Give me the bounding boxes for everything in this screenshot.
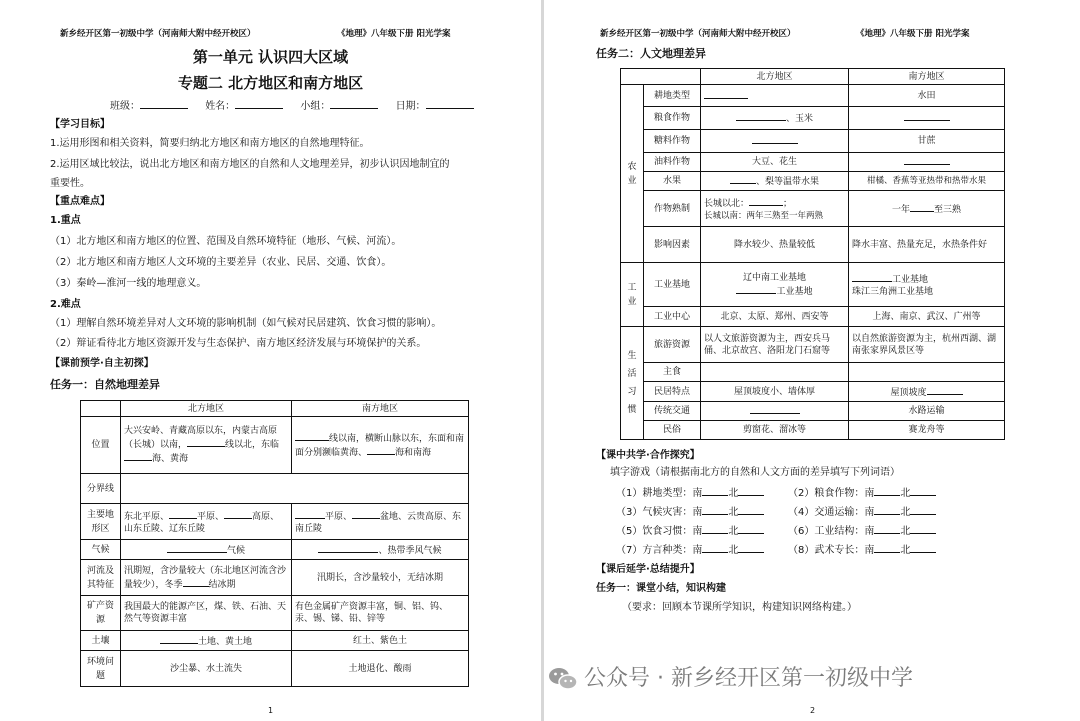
- fill-blank[interactable]: [169, 509, 197, 519]
- table-row: [81, 540, 469, 560]
- fill-blank[interactable]: [730, 174, 756, 184]
- north-cell: 、玉米: [701, 107, 849, 130]
- table-row: [621, 421, 1005, 440]
- fill-blank[interactable]: [367, 445, 395, 455]
- fill-blank[interactable]: [738, 505, 764, 515]
- school-header: 新乡经开区第一初级中学（河南师大附中经开校区）: [600, 29, 796, 39]
- natural-geography-table: [80, 400, 469, 687]
- fill-blank[interactable]: [704, 89, 748, 99]
- page-2: [544, 0, 1080, 721]
- table-row: [621, 85, 1005, 107]
- fill-blank[interactable]: [124, 451, 152, 461]
- south-header: 南方地区: [292, 401, 469, 417]
- date-blank[interactable]: [426, 99, 474, 109]
- south-cell: 上海、南京、武汉、广州等: [849, 307, 1005, 327]
- school-header: 新乡经开区第一初级中学（河南师大附中经开校区）: [60, 29, 256, 39]
- table-row: [81, 504, 469, 540]
- fill-blank[interactable]: [318, 543, 378, 553]
- north-cell: 我国最大的能源产区，煤、铁、石油、天然气等资源丰富: [121, 596, 292, 631]
- group-label: 小组：: [300, 101, 331, 112]
- row-label: 矿产资源: [81, 596, 121, 631]
- north-cell: 土地、黄土地: [121, 631, 292, 651]
- north-cell: 沙尘暴、水土流失: [121, 651, 292, 687]
- row-label: 工业中心: [644, 307, 701, 327]
- student-info-fields: [110, 99, 474, 114]
- class-blank[interactable]: [140, 99, 188, 109]
- name-blank[interactable]: [235, 99, 283, 109]
- table-row: [81, 474, 469, 504]
- task-1-title: 任务一：自然地理差异: [50, 378, 160, 391]
- north-cell: 以人文旅游资源为主，西安兵马俑、北京故宫、洛阳龙门石窟等: [701, 327, 849, 363]
- south-cell: 赛龙舟等: [849, 421, 1005, 440]
- fill-blank[interactable]: [752, 134, 798, 144]
- fill-blank[interactable]: [874, 524, 900, 534]
- date-label: 日期：: [395, 101, 426, 112]
- fill-blank[interactable]: [927, 385, 963, 395]
- page-number: 2: [810, 706, 816, 715]
- watermark-text: 公众号 · 新乡经开区第一初级中学: [584, 666, 913, 691]
- row-label: 工业基地: [644, 263, 701, 307]
- class-label: 班级：: [110, 101, 140, 112]
- north-cell: 降水较少、热量较低: [701, 227, 849, 263]
- task-2-title: 任务二：人文地理差异: [596, 47, 706, 60]
- group-agriculture: 农业: [621, 85, 644, 263]
- north-cell: 大豆、花生: [701, 153, 849, 172]
- south-cell: 平原、 盆地、云贵高原、东南丘陵: [292, 504, 469, 540]
- human-geography-table: [620, 68, 1005, 440]
- fill-blank[interactable]: [295, 431, 329, 441]
- row-label: 分界线: [81, 474, 121, 504]
- key-point-1: （1）北方地区和南方地区的位置、范围及自然环境特征（地形、气候、河流）。: [50, 236, 402, 247]
- south-cell: 降水丰富、热量充足，水热条件好: [849, 227, 1005, 263]
- north-cell: 气候: [121, 540, 292, 560]
- south-cell: 以自然旅游资源为主，杭州西湖、湖南张家界风景区等: [849, 327, 1005, 363]
- fill-blank[interactable]: [702, 543, 728, 553]
- in-class-heading: 【课中共学·合作探究】: [596, 450, 700, 461]
- south-cell: 红土、紫色土: [292, 631, 469, 651]
- table-row: [621, 153, 1005, 172]
- north-cell: 大兴安岭、青藏高原以东，内蒙古高原（长城）以南， 线以北，东临海、黄海: [121, 417, 292, 474]
- fill-blank[interactable]: [736, 111, 786, 121]
- south-cell: [849, 153, 1005, 172]
- row-label: 环境问题: [81, 651, 121, 687]
- goal-2-line-2: 重要性。: [50, 178, 90, 189]
- crossword-row: （8）武术专长：南 北: [788, 543, 936, 558]
- table-row: [621, 402, 1005, 421]
- watermark: [548, 661, 1078, 701]
- north-cell: [701, 130, 849, 153]
- fill-blank[interactable]: [910, 524, 936, 534]
- south-answer-cell[interactable]: [849, 363, 1005, 382]
- boundary-answer-cell[interactable]: [121, 474, 469, 504]
- crossword-row: （3）气候灾害：南 北: [616, 505, 764, 520]
- table-row: [621, 382, 1005, 402]
- group-industry: 工业: [621, 263, 644, 327]
- row-label: 粮食作物: [644, 107, 701, 130]
- fill-blank[interactable]: [910, 543, 936, 553]
- crossword-row: （6）工业结构：南 北: [788, 524, 936, 539]
- table-row: [81, 631, 469, 651]
- unit-title: 第一单元 认识四大区域: [192, 48, 349, 66]
- row-label: 传统交通: [644, 402, 701, 421]
- table-row: [621, 130, 1005, 153]
- key-points-label: 1.重点: [50, 215, 81, 226]
- table-row: [81, 417, 469, 474]
- fill-blank[interactable]: [702, 486, 728, 496]
- table-row: [621, 191, 1005, 227]
- row-label: 影响因素: [644, 227, 701, 263]
- south-cell: 有色金属矿产资源丰富，铜、铝、钨、汞、锡、锑、铅、锌等: [292, 596, 469, 631]
- table-row: [81, 651, 469, 687]
- goal-1: 1.运用形图和相关资料，简要归纳北方地区和南方地区的自然地理特征。: [50, 138, 370, 149]
- fill-blank[interactable]: [736, 284, 776, 294]
- group-lifestyle: 生活习惯: [621, 327, 644, 440]
- row-label: 耕地类型: [644, 85, 701, 107]
- group-blank[interactable]: [330, 99, 378, 109]
- fill-blank[interactable]: [738, 486, 764, 496]
- crossword-row: （2）粮食作物：南 北: [788, 486, 936, 501]
- fill-blank[interactable]: [874, 486, 900, 496]
- south-cell: 、热带季风气候: [292, 540, 469, 560]
- book-header: 《地理》八年级下册 阳光学案: [856, 29, 970, 39]
- difficulty-1: （1）理解自然环境差异对人文环境的影响机制（如气候对民居建筑、饮食习惯的影响）。: [50, 318, 442, 329]
- fill-blank[interactable]: [904, 111, 950, 121]
- key-point-3: （3）秦岭—淮河一线的地理意义。: [50, 278, 207, 289]
- row-label: 旅游资源: [644, 327, 701, 363]
- fill-blank[interactable]: [874, 543, 900, 553]
- goals-heading: 【学习目标】: [50, 119, 110, 130]
- table-row: [81, 560, 469, 596]
- page-number: 1: [268, 706, 274, 715]
- crossword-row: （4）交通运输：南 北: [788, 505, 936, 520]
- fill-blank[interactable]: [874, 505, 900, 515]
- south-cell: 屋顶坡度: [849, 382, 1005, 402]
- fill-blank[interactable]: [904, 155, 950, 165]
- south-cell: 土地退化、酸雨: [292, 651, 469, 687]
- keypoints-heading: 【重点难点】: [50, 196, 110, 207]
- fill-blank[interactable]: [224, 509, 252, 519]
- fill-blank[interactable]: [352, 509, 380, 519]
- table-row: [621, 263, 1005, 307]
- table-row: [81, 596, 469, 631]
- preview-heading: 【课前预学·自主初探】: [50, 358, 154, 369]
- topic-title: 专题二 北方地区和南方地区: [177, 74, 364, 92]
- south-cell: 甘蔗: [849, 130, 1005, 153]
- row-label: 民居特点: [644, 382, 701, 402]
- north-cell: 剪窗花、溜冰等: [701, 421, 849, 440]
- fill-blank[interactable]: [187, 437, 225, 447]
- fill-blank[interactable]: [750, 404, 800, 414]
- fill-blank[interactable]: [749, 196, 783, 206]
- fill-blank[interactable]: [702, 505, 728, 515]
- north-cell: 汛期短，含沙量较大（东北地区河流含沙量较少），冬季 结冰期: [121, 560, 292, 596]
- row-label: 民俗: [644, 421, 701, 440]
- fill-blank[interactable]: [167, 543, 227, 553]
- south-cell: 水田: [849, 85, 1005, 107]
- row-label: 作物熟制: [644, 191, 701, 227]
- key-point-2: （2）北方地区和南方地区人文环境的主要差异（农业、民居、交通、饮食）。: [50, 257, 392, 268]
- after-class-heading: 【课后延学·总结提升】: [596, 564, 700, 575]
- south-cell: 工业基地 珠江三角洲工业基地: [849, 263, 1005, 307]
- row-label: 河流及其特征: [81, 560, 121, 596]
- south-cell: [849, 107, 1005, 130]
- row-label: 位置: [81, 417, 121, 474]
- south-cell: 汛期长，含沙量较小，无结冰期: [292, 560, 469, 596]
- fill-blank[interactable]: [910, 505, 936, 515]
- table-row: [621, 327, 1005, 363]
- fill-blank[interactable]: [910, 202, 934, 212]
- north-header: 北方地区: [121, 401, 292, 417]
- row-label: 主食: [644, 363, 701, 382]
- south-cell: 一年 至三熟: [849, 191, 1005, 227]
- row-label: 气候: [81, 540, 121, 560]
- row-label: 油料作物: [644, 153, 701, 172]
- north-cell: [701, 402, 849, 421]
- table-row: [621, 227, 1005, 263]
- fill-blank[interactable]: [910, 486, 936, 496]
- difficulties-label: 2.难点: [50, 299, 81, 310]
- table-row: [621, 172, 1005, 191]
- summary-requirement: （要求：回顾本节课所学知识，构建知识网络构建。）: [622, 602, 857, 613]
- south-cell: 柑橘、香蕉等亚热带和热带水果: [849, 172, 1005, 191]
- fill-blank[interactable]: [295, 509, 325, 519]
- crossword-intro: 填字游戏（请根据南北方的自然和人文方面的差异填写下列词语）: [610, 467, 900, 478]
- south-cell: 水路运输: [849, 402, 1005, 421]
- summary-task-title: 任务一：课堂小结，知识构建: [596, 583, 726, 594]
- fill-blank[interactable]: [183, 577, 209, 587]
- row-label: 水果: [644, 172, 701, 191]
- fill-blank[interactable]: [738, 524, 764, 534]
- difficulty-2: （2）辩证看待北方地区资源开发与生态保护、南方地区经济发展与环境保护的关系。: [50, 338, 427, 349]
- crossword-row: （1）耕地类型：南 北: [616, 486, 764, 501]
- goal-2-line-1: 2.运用区域比较法，说出北方地区和南方地区的自然和人文地理差异，初步认识因地制宜的: [50, 159, 450, 170]
- crossword-row: （7）方言种类：南 北: [616, 543, 764, 558]
- north-cell: 辽中南工业基地 工业基地: [701, 263, 849, 307]
- north-cell: 东北平原、 平原、 高原、山东丘陵、辽东丘陵: [121, 504, 292, 540]
- book-header: 《地理》八年级下册 阳光学案: [337, 29, 451, 39]
- table-row: [621, 107, 1005, 130]
- row-label: 主要地形区: [81, 504, 121, 540]
- fill-blank[interactable]: [160, 634, 198, 644]
- south-cell: 线以南，横断山脉以东，东面和南面分别濒临黄海、 海和南海: [292, 417, 469, 474]
- row-label: 土壤: [81, 631, 121, 651]
- row-label: 糖料作物: [644, 130, 701, 153]
- north-cell: 北京、太原、郑州、西安等: [701, 307, 849, 327]
- south-header: 南方地区: [849, 69, 1005, 85]
- crossword-row: （5）饮食习惯：南 北: [616, 524, 764, 539]
- north-answer-cell[interactable]: [701, 363, 849, 382]
- north-cell: [701, 85, 849, 107]
- table-row: [621, 307, 1005, 327]
- fill-blank[interactable]: [702, 524, 728, 534]
- fill-blank[interactable]: [852, 272, 892, 282]
- north-header: 北方地区: [701, 69, 849, 85]
- north-cell: 、梨等温带水果: [701, 172, 849, 191]
- fill-blank[interactable]: [738, 543, 764, 553]
- name-label: 姓名：: [205, 101, 236, 112]
- table-row: [621, 363, 1005, 382]
- north-cell: 屋顶坡度小、墙体厚: [701, 382, 849, 402]
- wechat-icon: [548, 666, 578, 692]
- north-cell: 长城以北： ； 长城以南：两年三熟至一年两熟: [701, 191, 849, 227]
